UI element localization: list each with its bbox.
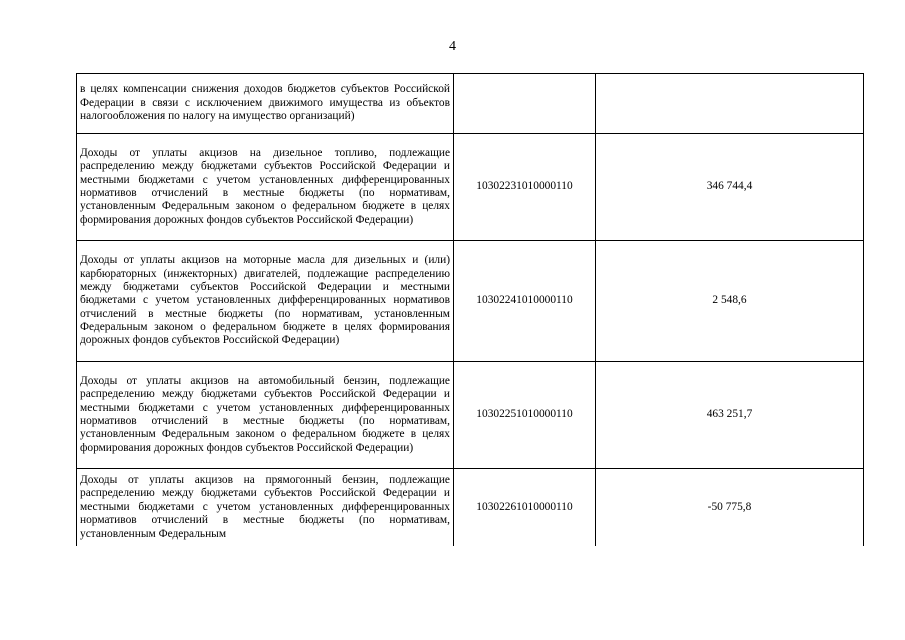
table-row xyxy=(77,362,864,469)
table-row xyxy=(77,74,864,134)
table-row xyxy=(77,469,864,547)
row-code xyxy=(454,74,596,134)
row-description: Доходы от уплаты акцизов на моторные масла для дизельных и (или) карбюраторных (инжекторных) двигателей, подлежащие распределению между бюджетами субъектов Российской Федерации и местными бюджетами с учетом установленных дифференцированных нормативов отчислений в местные бюджеты (по нормативам, установленным Федеральным законом о федеральном бюджете в целях формирования дорожных фондов субъектов Российской Федерации) xyxy=(77,241,454,362)
row-description: Доходы от уплаты акцизов на дизельное топливо, подлежащие распределению между бюджетами субъектов Российской Федерации и местными бюджетами с учетом установленных дифференцированных нормативов отчислений в местные бюджеты (по нормативам, установленным Федеральным законом о федеральном бюджете в целях формирования дорожных фондов субъектов Российской Федерации) xyxy=(77,134,454,241)
row-amount: 346 744,4 xyxy=(596,134,864,241)
table-row xyxy=(77,241,864,362)
row-code: 10302231010000110 xyxy=(454,134,596,241)
revenue-table xyxy=(76,73,864,546)
row-code: 10302261010000110 xyxy=(454,469,596,547)
row-code: 10302251010000110 xyxy=(454,362,596,469)
row-description: Доходы от уплаты акцизов на прямогонный бензин, подлежащие распределению между бюджетами субъектов Российской Федерации и местными бюджетами с учетом установленных дифференцированных нормативов отчислений в местные бюджеты (по нормативам, установленным Федеральным xyxy=(77,469,454,547)
page-number: 4 xyxy=(449,39,456,54)
row-amount: -50 775,8 xyxy=(596,469,864,547)
row-amount: 2 548,6 xyxy=(596,241,864,362)
row-amount: 463 251,7 xyxy=(596,362,864,469)
row-amount xyxy=(596,74,864,134)
row-description: Доходы от уплаты акцизов на автомобильный бензин, подлежащие распределению между бюджетами субъектов Российской Федерации и местными бюджетами с учетом установленных дифференцированных нормативов отчислений в местные бюджеты (по нормативам, установленным Федеральным законом о федеральном бюджете в целях формирования дорожных фондов субъектов Российской Федерации) xyxy=(77,362,454,469)
row-code: 10302241010000110 xyxy=(454,241,596,362)
row-description: в целях компенсации снижения доходов бюджетов субъектов Российской Федерации в связи с исключением движимого имущества из объектов налогообложения по налогу на имущество организаций) xyxy=(77,74,454,134)
table-row xyxy=(77,134,864,241)
